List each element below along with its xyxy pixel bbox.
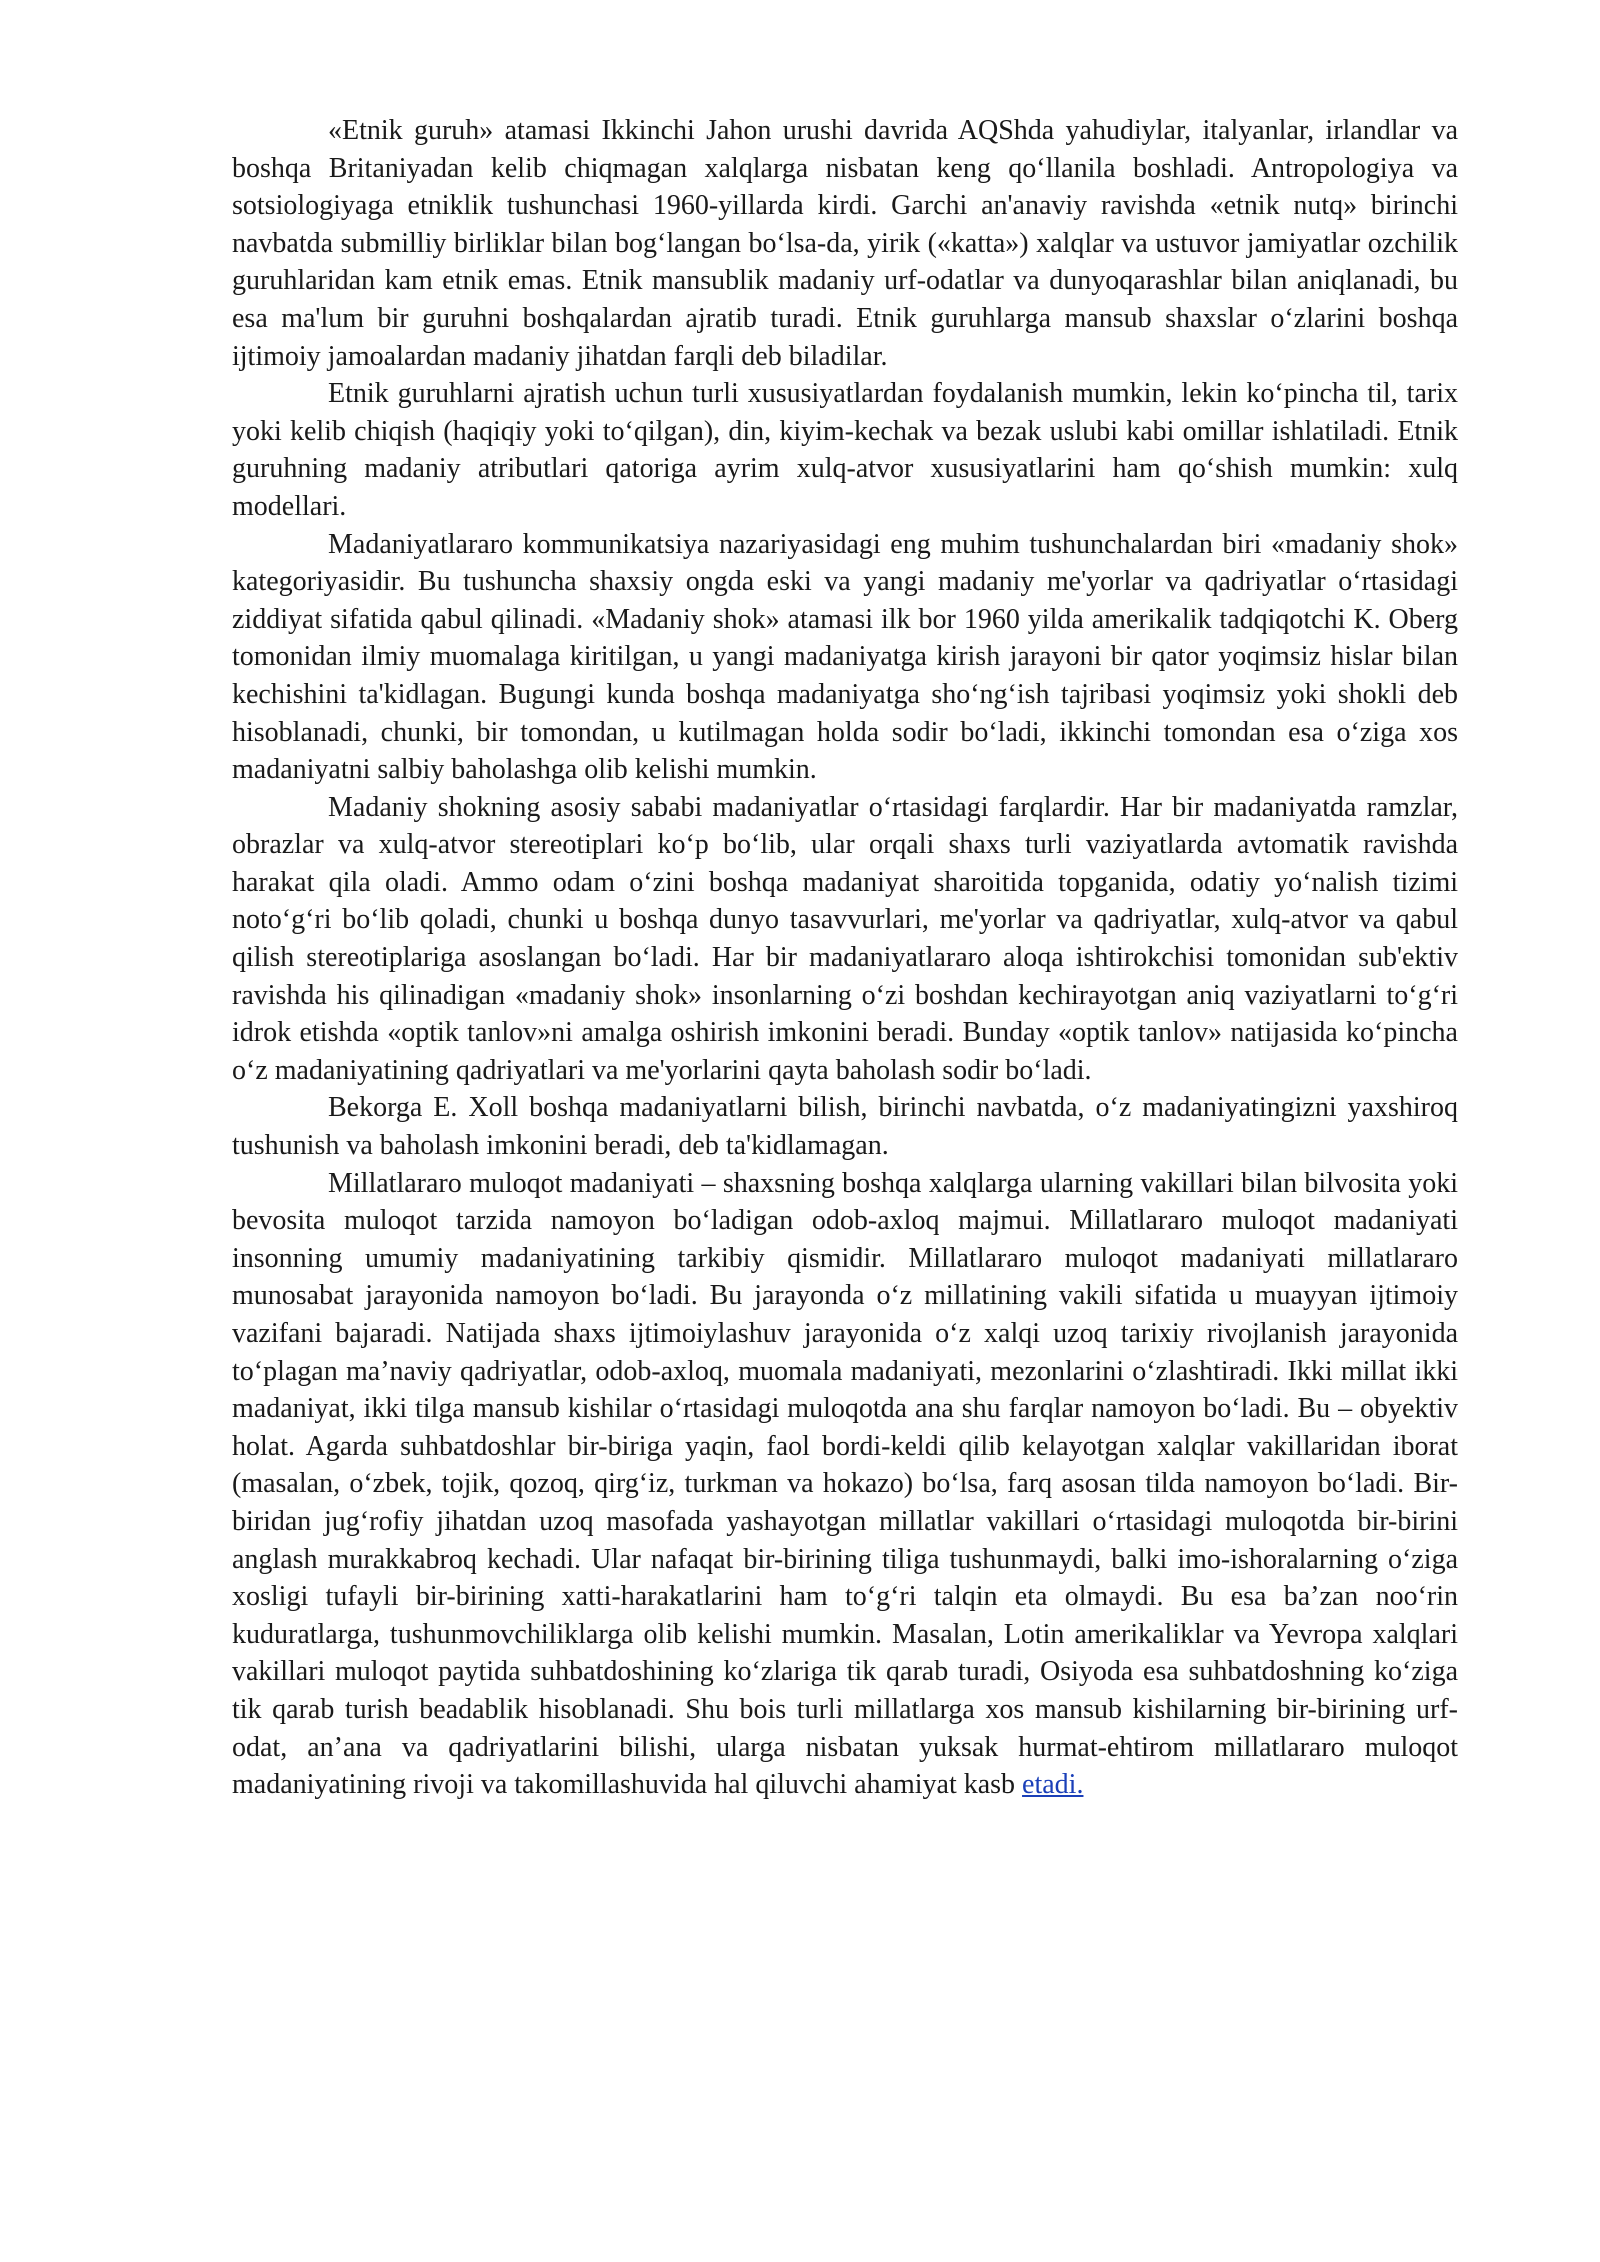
paragraph-etnik-guruhlarni-ajratish: Etnik guruhlarni ajratish uchun turli xususiyatlardan foydalanish mumkin, lekin ko‘pincha til, tarix yoki kelib chiqish (haqiqiy yoki to‘qilgan), din, kiyim-kechak va bezak uslubi kabi omillar ishlatiladi. Etnik guruhning madaniy atributlari qatoriga ayrim xulq-atvor xususiyatlarini ham qo‘shish mumkin: xulq modellari. (232, 378, 1458, 522)
paragraph-millatlararo-muloqot-text: Millatlararo muloqot madaniyati – shaxsning boshqa xalqlarga ularning vakillari bilan bilvosita yoki bevosita muloqot tarzida namoyon bo‘ladigan odob-axloq majmui. Millatlararo muloqot madaniyati insonning umumiy madaniyatining tarkibiy qismidir. Millatlararo muloqot madaniyati millatlararo munosabat jarayonida namoyon bo‘ladi. Bu jarayonda o‘z millatining vakili sifatida u muayyan ijtimoiy vazifani bajaradi. Natijada shaxs ijtimoiylashuv jarayonida o‘z xalqi uzoq tarixiy rivojlanish jarayonida to‘plagan ma’naviy qadriyatlar, odob-axloq, muomala madaniyati, mezonlarini o‘zlashtiradi. Ikki millat ikki madaniyat, ikki tilga mansub kishilar o‘rtasidagi muloqotda ana shu farqlar namoyon bo‘ladi. Bu – obyektiv holat. Agarda suhbatdoshlar bir-biriga yaqin, faol bordi-keldi qilib kelayotgan xalqlar vakillaridan iborat (masalan, o‘zbek, tojik, qozoq, qirg‘iz, turkman va hokazo) bo‘lsa, farq asosan tilda namoyon bo‘ladi. Bir-biridan jug‘rofiy jihatdan uzoq masofada yashayotgan millatlar vakillari o‘rtasidagi muloqotda bir-birini anglash murakkabroq kechadi. Ular nafaqat bir-birining tiliga tushunmaydi, balki imo-ishoralarning o‘ziga xosligi tufayli bir-birining xatti-harakatlarini ham to‘g‘ri talqin eta olmaydi. Bu esa ba’zan noo‘rin kuduratlarga, tushunmovchiliklarga olib kelishi mumkin. Masalan, Lotin amerikaliklar va Yevropa xalqlari vakillari muloqot paytida suhbatdoshining ko‘zlariga tik qarab turadi, Osiyoda esa suhbatdoshning ko‘ziga tik qarab turish beadablik hisoblanadi. Shu bois turli millatlarga xos mansub kishilarning bir-birining urf-odat, an’ana va qadriyatlarini bilishi, ularga nisbatan yuksak hurmat-ehtirom millatlararo muloqot madaniyatining rivoji va takomillashuvida hal qiluvchi ahamiyat kasb (232, 1167, 1458, 1801)
paragraph-madaniy-shok-kategoriyasi: Madaniyatlararo kommunikatsiya nazariyasidagi eng muhim tushunchalardan biri «madaniy shok» kategoriyasidir. Bu tushuncha shaxsiy ongda eski va yangi madaniy me'yorlar va qadriyatlar o‘rtasidagi ziddiyat sifatida qabul qilinadi. «Madaniy shok» atamasi ilk bor 1960 yilda amerikalik tadqiqotchi K. Oberg tomonidan ilmiy muomalaga kiritilgan, u yangi madaniyatga kirish jarayoni bir qator yoqimsiz hislar bilan kechishini ta'kidlagan. Bugungi kunda boshqa madaniyatga sho‘ng‘ish tajribasi yoqimsiz yoki shokli deb hisoblanadi, chunki, bir tomondan, u kutilmagan holda sodir bo‘ladi, ikkinchi tomondan esa o‘ziga xos madaniyatni salbiy baholashga olib kelishi mumkin. (232, 528, 1458, 786)
paragraph-etnik-guruh: «Etnik guruh» atamasi Ikkinchi Jahon urushi davrida AQShda yahudiylar, italyanlar, irlandlar va boshqa Britaniyadan kelib chiqmagan xalqlarga nisbatan keng qo‘llanila boshladi. Antropologiya va sotsiologiyaga etniklik tushunchasi 1960-yillarda kirdi. Garchi an'anaviy ravishda «etnik nutq» birinchi navbatda submilliy birliklar bilan bog‘langan bo‘lsa-da, yirik («katta») xalqlar va ustuvor jamiyatlar ozchilik guruhlaridan kam etnik emas. Etnik mansublik madaniy urf-odatlar va dunyoqarashlar bilan aniqlanadi, bu esa ma'lum bir guruhni boshqalardan ajratib turadi. Etnik guruhlarga mansub shaxslar o‘zlarini boshqa ijtimoiy jamoalardan madaniy jihatdan farqli deb biladilar. (232, 115, 1458, 372)
paragraph-madaniy-shok-sababi: Madaniy shokning asosiy sababi madaniyatlar o‘rtasidagi farqlardir. Har bir madaniyatda ramzlar, obrazlar va xulq-atvor stereotiplari ko‘p bo‘lib, ular orqali shaxs turli vaziyatlarda avtomatik ravishda harakat qila oladi. Ammo odam o‘zini boshqa madaniyat sharoitida topganida, odatiy yo‘nalish tizimi noto‘g‘ri bo‘lib qoladi, chunki u boshqa dunyo tasavvurlari, me'yorlar va qadriyatlar, xulq-atvor va qabul qilish stereotiplariga asoslangan bo‘ladi. Har bir madaniyatlararo aloqa ishtirokchisi tomonidan sub'ektiv ravishda his qilinadigan «madaniy shok» insonlarning o‘zi boshdan kechirayotgan aniq vaziyatlarni to‘g‘ri idrok etishda «optik tanlov»ni amalga oshirish imkonini beradi. Bunday «optik tanlov» natijasida ko‘pincha o‘z madaniyatining qadriyatlari va me'yorlarini qayta baholash sodir bo‘ladi. (232, 791, 1458, 1086)
paragraph-millatlararo-muloqot (232, 1165, 1458, 1804)
paragraph-e-xoll: Bekorga E. Xoll boshqa madaniyatlarni bilish, birinchi navbatda, o‘z madaniyatingizni yaxshiroq tushunish va baholash imkonini beradi, deb ta'kidlamagan. (232, 1092, 1458, 1162)
document-page (232, 112, 1458, 1804)
etadi-link[interactable]: etadi. (1022, 1769, 1084, 1801)
